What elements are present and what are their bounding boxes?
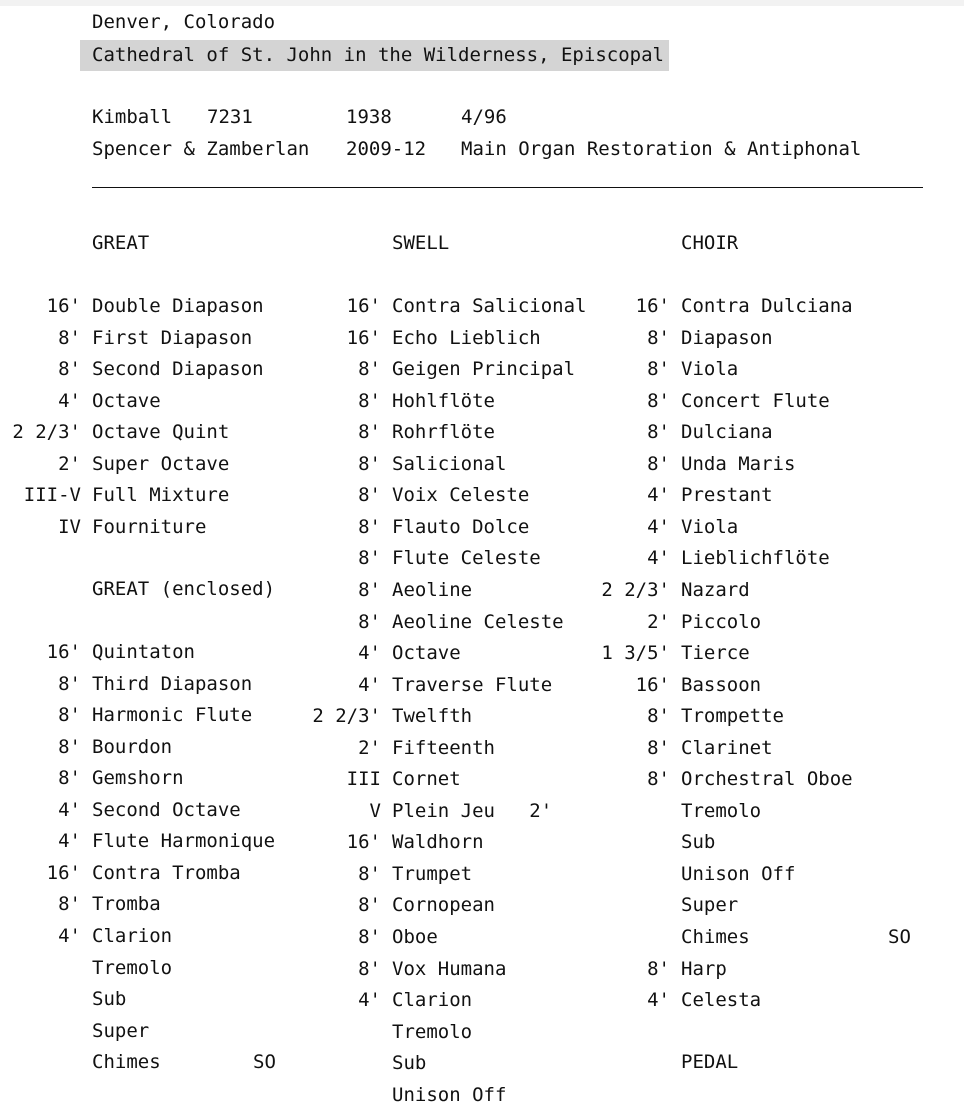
stop-note: SO bbox=[253, 1051, 276, 1073]
stop-note: SO bbox=[888, 926, 911, 948]
stop-name: Contra Dulciana bbox=[681, 295, 853, 317]
stop-pitch: 2' bbox=[647, 611, 670, 633]
stop-name: Sub bbox=[681, 831, 716, 853]
location-line: Denver, Colorado bbox=[92, 11, 276, 33]
stop-pitch: 16' bbox=[346, 831, 381, 853]
stop-pitch: 4' bbox=[647, 484, 670, 506]
stop-pitch: 16' bbox=[46, 295, 81, 317]
stop-pitch: 4' bbox=[358, 989, 381, 1011]
choir-division-heading: CHOIR bbox=[681, 232, 739, 254]
stop-pitch: 4' bbox=[58, 925, 81, 947]
stop-pitch: 2' bbox=[358, 737, 381, 759]
stop-pitch: 8' bbox=[647, 390, 670, 412]
stop-name: Harp bbox=[681, 958, 727, 980]
stop-name: Quintaton bbox=[92, 641, 195, 663]
stop-name: Echo Lieblich bbox=[392, 327, 541, 349]
stop-name: Tromba bbox=[92, 893, 161, 915]
stop-name: Sub bbox=[392, 1052, 427, 1074]
stop-pitch: 8' bbox=[647, 958, 670, 980]
stop-name: Traverse Flute bbox=[392, 674, 553, 696]
builder-date: 2009-12 bbox=[346, 138, 427, 160]
stop-name: First Diapason bbox=[92, 327, 253, 349]
stop-pitch: 8' bbox=[647, 737, 670, 759]
stop-pitch: 8' bbox=[647, 705, 670, 727]
stop-name: Second Diapason bbox=[92, 358, 264, 380]
stop-pitch: 16' bbox=[46, 862, 81, 884]
great-division-heading: GREAT bbox=[92, 232, 150, 254]
stop-pitch: 4' bbox=[647, 547, 670, 569]
stop-name: Tierce bbox=[681, 642, 750, 664]
stop-pitch: 8' bbox=[358, 453, 381, 475]
stop-name: Octave Quint bbox=[92, 421, 230, 443]
stop-name: Contra Salicional bbox=[392, 295, 587, 317]
stop-pitch: III-V bbox=[23, 484, 81, 506]
stop-name: Orchestral Oboe bbox=[681, 768, 853, 790]
stop-name: Unison Off bbox=[681, 863, 796, 885]
stop-name: Super bbox=[681, 894, 739, 916]
stop-name: Salicional bbox=[392, 453, 507, 475]
stop-pitch: 8' bbox=[58, 893, 81, 915]
stop-name: Clarion bbox=[92, 925, 173, 947]
stop-name: Chimes bbox=[681, 926, 750, 948]
stop-pitch: 8' bbox=[58, 704, 81, 726]
stop-name: Bourdon bbox=[92, 736, 173, 758]
stop-name: Diapason bbox=[681, 327, 773, 349]
stop-pitch: 4' bbox=[58, 799, 81, 821]
stop-name: Dulciana bbox=[681, 421, 773, 443]
stop-name: Fourniture bbox=[92, 516, 207, 538]
stop-name: Tremolo bbox=[681, 800, 762, 822]
stop-name: Twelfth bbox=[392, 705, 473, 727]
stop-pitch: 8' bbox=[58, 327, 81, 349]
stop-pitch: 8' bbox=[58, 767, 81, 789]
stop-pitch: 8' bbox=[647, 768, 670, 790]
builder-notes: 4/96 bbox=[461, 106, 507, 128]
stop-pitch: 4' bbox=[58, 390, 81, 412]
stop-name: Oboe bbox=[392, 926, 438, 948]
stop-pitch: 2 2/3' bbox=[601, 579, 670, 601]
stop-name: Nazard bbox=[681, 579, 750, 601]
stop-pitch: 8' bbox=[647, 358, 670, 380]
builder-name: Kimball bbox=[92, 106, 173, 128]
stop-name: Sub bbox=[92, 988, 127, 1010]
stop-name: Fifteenth bbox=[392, 737, 495, 759]
stop-name: Octave bbox=[392, 642, 461, 664]
stop-name: Flute Harmonique bbox=[92, 830, 276, 852]
stop-name: Tremolo bbox=[392, 1021, 473, 1043]
stop-name: Harmonic Flute bbox=[92, 704, 253, 726]
stop-pitch: 8' bbox=[358, 484, 381, 506]
stop-name: Flauto Dolce bbox=[392, 516, 530, 538]
stop-name: Geigen Principal bbox=[392, 358, 576, 380]
stop-pitch: 16' bbox=[635, 674, 670, 696]
stop-name: Super Octave bbox=[92, 453, 230, 475]
stop-name: Celesta bbox=[681, 989, 762, 1011]
church-name-line: Cathedral of St. John in the Wilderness, Episcopal bbox=[92, 44, 664, 66]
stop-name: Rohrflöte bbox=[392, 421, 495, 443]
stop-pitch: 8' bbox=[647, 327, 670, 349]
stop-name: Lieblichflöte bbox=[681, 547, 830, 569]
stop-name: Double Diapason bbox=[92, 295, 264, 317]
stop-pitch: 8' bbox=[358, 390, 381, 412]
stop-name: Waldhorn bbox=[392, 831, 484, 853]
builder-name: Spencer & Zamberlan bbox=[92, 138, 310, 160]
stop-name: Tremolo bbox=[92, 957, 173, 979]
stop-name: Unison Off bbox=[392, 1084, 507, 1106]
stop-pitch: 16' bbox=[346, 295, 381, 317]
stop-pitch: 2 2/3' bbox=[312, 705, 381, 727]
stop-name: Concert Flute bbox=[681, 390, 830, 412]
builder-notes: Main Organ Restoration & Antiphonal bbox=[461, 138, 862, 160]
stop-pitch: V bbox=[369, 800, 381, 822]
stop-pitch: 8' bbox=[358, 958, 381, 980]
stop-pitch: 4' bbox=[358, 674, 381, 696]
stop-pitch: 8' bbox=[58, 736, 81, 758]
stop-pitch: 4' bbox=[358, 642, 381, 664]
stop-pitch: 16' bbox=[46, 641, 81, 663]
great-enclosed-heading: GREAT (enclosed) bbox=[92, 578, 276, 600]
stop-pitch: 4' bbox=[647, 989, 670, 1011]
stop-name: Trompette bbox=[681, 705, 784, 727]
stop-name: Hohlflöte bbox=[392, 390, 495, 412]
stop-name: Aeoline bbox=[392, 579, 473, 601]
stop-pitch: 8' bbox=[358, 611, 381, 633]
stop-name: Trumpet bbox=[392, 863, 473, 885]
stop-pitch: 2 2/3' bbox=[12, 421, 81, 443]
stop-name: Unda Maris bbox=[681, 453, 796, 475]
stop-pitch: 2' bbox=[58, 453, 81, 475]
stop-pitch: 1 3/5' bbox=[601, 642, 670, 664]
stop-name: Third Diapason bbox=[92, 673, 253, 695]
stop-pitch: 8' bbox=[358, 579, 381, 601]
stop-name: Cornopean bbox=[392, 894, 495, 916]
stop-name: Plein Jeu 2' bbox=[392, 800, 553, 822]
stop-pitch: 8' bbox=[358, 547, 381, 569]
stop-pitch: IV bbox=[58, 516, 81, 538]
stop-pitch: 8' bbox=[647, 421, 670, 443]
stop-pitch: 8' bbox=[358, 421, 381, 443]
stop-pitch: 8' bbox=[58, 358, 81, 380]
stop-pitch: 16' bbox=[346, 327, 381, 349]
builder-opus: 7231 bbox=[207, 106, 253, 128]
stop-name: Octave bbox=[92, 390, 161, 412]
stop-pitch: III bbox=[346, 768, 381, 790]
stop-name: Contra Tromba bbox=[92, 862, 241, 884]
separator-rule bbox=[92, 187, 923, 188]
stop-name: Clarion bbox=[392, 989, 473, 1011]
stop-name: Chimes bbox=[92, 1051, 161, 1073]
stop-pitch: 8' bbox=[358, 516, 381, 538]
stop-name: Gemshorn bbox=[92, 767, 184, 789]
stop-name: Prestant bbox=[681, 484, 773, 506]
stop-name: Super bbox=[92, 1020, 150, 1042]
stop-pitch: 8' bbox=[358, 358, 381, 380]
stop-name: Clarinet bbox=[681, 737, 773, 759]
stop-name: Flute Celeste bbox=[392, 547, 541, 569]
stop-pitch: 8' bbox=[358, 894, 381, 916]
stop-name: Aeoline Celeste bbox=[392, 611, 564, 633]
stop-name: Second Octave bbox=[92, 799, 241, 821]
stop-name: Viola bbox=[681, 516, 739, 538]
stop-name: Full Mixture bbox=[92, 484, 230, 506]
stop-pitch: 4' bbox=[58, 830, 81, 852]
stop-name: Vox Humana bbox=[392, 958, 507, 980]
stop-pitch: 8' bbox=[358, 926, 381, 948]
stop-pitch: 8' bbox=[358, 863, 381, 885]
stop-name: Bassoon bbox=[681, 674, 762, 696]
stop-pitch: 16' bbox=[635, 295, 670, 317]
stop-pitch: 8' bbox=[647, 453, 670, 475]
builder-date: 1938 bbox=[346, 106, 392, 128]
pedal-division-heading: PEDAL bbox=[681, 1051, 739, 1073]
swell-division-heading: SWELL bbox=[392, 232, 450, 254]
stop-pitch: 8' bbox=[58, 673, 81, 695]
stop-name: Voix Celeste bbox=[392, 484, 530, 506]
stop-name: Piccolo bbox=[681, 611, 762, 633]
stop-name: Cornet bbox=[392, 768, 461, 790]
stop-name: Viola bbox=[681, 358, 739, 380]
stop-pitch: 4' bbox=[647, 516, 670, 538]
